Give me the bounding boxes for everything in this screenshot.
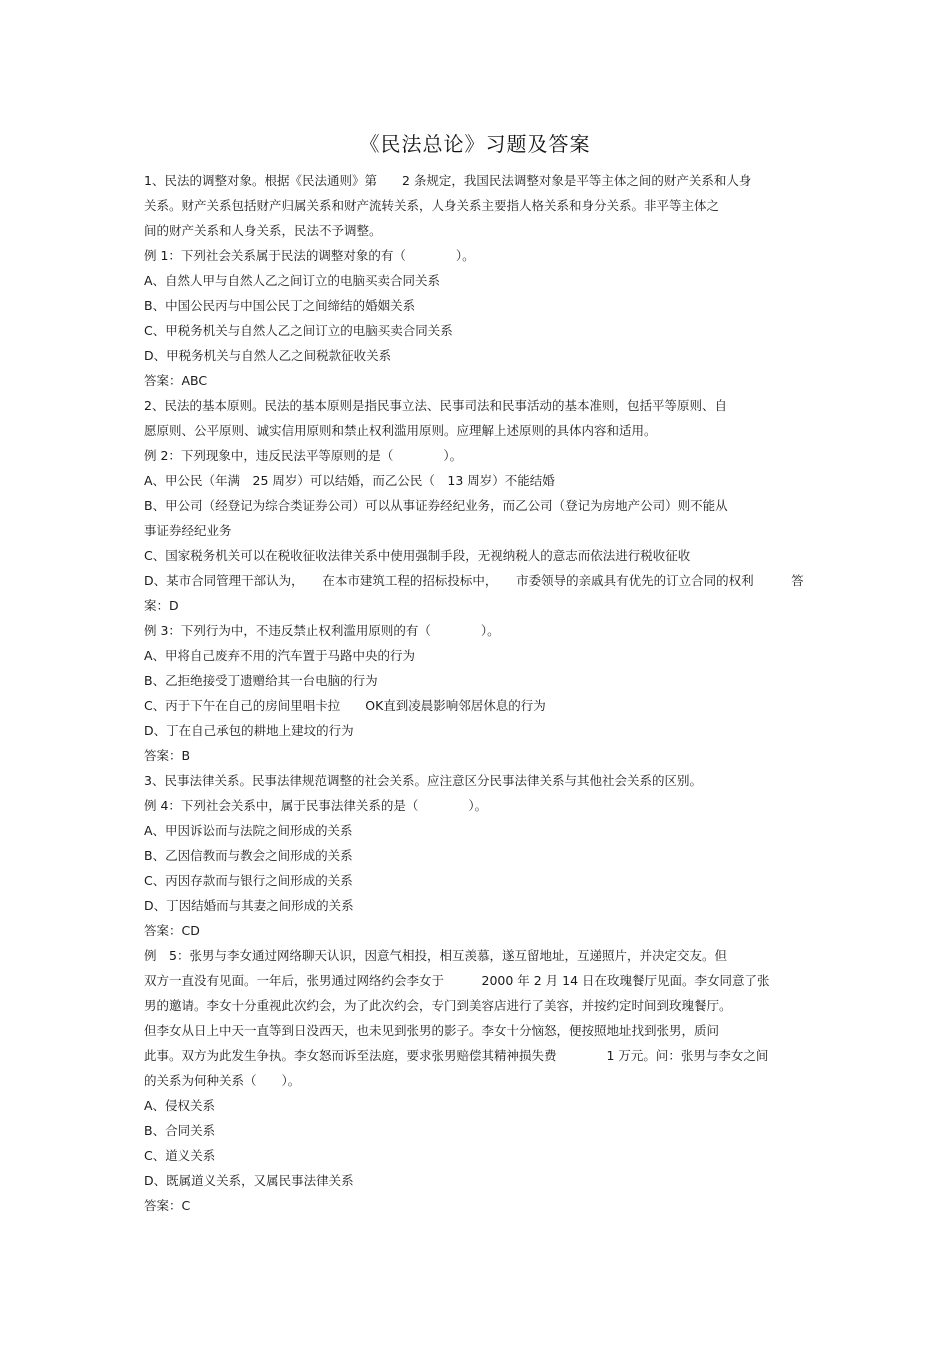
text-line: 答案：C xyxy=(144,1198,191,1213)
text-line: 答案：CD xyxy=(144,923,200,938)
text-line: B、乙拒绝接受丁遗赠给其一台电脑的行为 xyxy=(144,673,378,688)
text-line: A、自然人甲与自然人乙之间订立的电脑买卖合同关系 xyxy=(144,273,441,288)
text-line: 例 1：下列社会关系属于民法的调整对象的有（ ）。 xyxy=(144,248,475,263)
text-line: A、甲将自己废弃不用的汽车置于马路中央的行为 xyxy=(144,648,416,663)
text-line: 答案：B xyxy=(144,748,191,763)
text-line: D、丁在自己承包的耕地上建坟的行为 xyxy=(144,723,354,738)
text-line: 事证券经纪业务 xyxy=(144,523,232,538)
text-line: 此事。双方为此发生争执。李女怒而诉至法庭，要求张男赔偿其精神损失费 1 万元。问：张男与李女之间 xyxy=(144,1048,769,1063)
text-line: 的关系为何种关系（ ）。 xyxy=(144,1073,301,1088)
text-line: B、乙因信教而与教会之间形成的关系 xyxy=(144,848,353,863)
text-line: A、侵权关系 xyxy=(144,1098,216,1113)
text-line: A、甲因诉讼而与法院之间形成的关系 xyxy=(144,823,353,838)
text-line: 但李女从日上中天一直等到日没西天，也未见到张男的影子。李女十分恼怒，便按照地址找到张男，质问 xyxy=(144,1023,720,1038)
text-line: C、丙于下午在自己的房间里唱卡拉 OK直到凌晨影响邻居休息的行为 xyxy=(144,698,546,713)
text-line: 1、民法的调整对象。根据《民法通则》第 2 条规定，我国民法调整对象是平等主体之间的财产关系和人身 xyxy=(144,173,752,188)
text-line: A、甲公民（年满 25 周岁）可以结婚，而乙公民（ 13 周岁）不能结婚 xyxy=(144,473,555,488)
text-line: C、国家税务机关可以在税收征收法律关系中使用强制手段，无视纳税人的意志而依法进行税收征收 xyxy=(144,548,691,563)
text-line: 例 5：张男与李女通过网络聊天认识，因意气相投，相互羡慕，遂互留地址，互递照片，并决定交友。但 xyxy=(144,948,727,963)
text-line: 关系。财产关系包括财产归属关系和财产流转关系，人身关系主要指人格关系和身分关系。非平等主体之 xyxy=(144,198,720,213)
text-line: 案：D xyxy=(144,598,179,613)
text-line: 答案：ABC xyxy=(144,373,208,388)
text-line: C、道义关系 xyxy=(144,1148,216,1163)
text-line: D、某市合同管理干部认为， 在本市建筑工程的招标投标中， 市委领导的亲戚具有优先的订立合同的权利 答 xyxy=(144,573,804,588)
text-line: 男的邀请。李女十分重视此次约会，为了此次约会，专门到美容店进行了美容，并按约定时间到玫瑰餐厅。 xyxy=(144,998,732,1013)
text-line: B、中国公民丙与中国公民丁之间缔结的婚姻关系 xyxy=(144,298,416,313)
text-line: 愿原则、公平原则、诚实信用原则和禁止权利滥用原则。应理解上述原则的具体内容和适用。 xyxy=(144,423,657,438)
document-title: 《民法总论》习题及答案 xyxy=(359,132,591,156)
text-line: C、甲税务机关与自然人乙之间订立的电脑买卖合同关系 xyxy=(144,323,453,338)
text-line: 2、民法的基本原则。民法的基本原则是指民事立法、民事司法和民事活动的基本准则，包括平等原则、自 xyxy=(144,398,727,413)
document-body xyxy=(144,168,816,1218)
text-line: 间的财产关系和人身关系，民法不予调整。 xyxy=(144,223,382,238)
text-line: D、既属道义关系，又属民事法律关系 xyxy=(144,1173,354,1188)
text-line: 例 4：下列社会关系中，属于民事法律关系的是（ ）。 xyxy=(144,798,488,813)
text-line: 3、民事法律关系。民事法律规范调整的社会关系。应注意区分民事法律关系与其他社会关系的区别。 xyxy=(144,773,702,788)
text-line: D、甲税务机关与自然人乙之间税款征收关系 xyxy=(144,348,392,363)
text-line: B、甲公司（经登记为综合类证券公司）可以从事证券经纪业务，而乙公司（登记为房地产公司）则不能从 xyxy=(144,498,728,513)
text-line: B、合同关系 xyxy=(144,1123,216,1138)
text-line: 例 2：下列现象中，违反民法平等原则的是（ ）。 xyxy=(144,448,463,463)
text-line: D、丁因结婚而与其妻之间形成的关系 xyxy=(144,898,354,913)
text-line: 双方一直没有见面。一年后，张男通过网络约会李女于 2000 年 2 月 14 日在玫瑰餐厅见面。李女同意了张 xyxy=(144,973,770,988)
text-line: C、丙因存款而与银行之间形成的关系 xyxy=(144,873,353,888)
text-line: 例 3：下列行为中，不违反禁止权利滥用原则的有（ ）。 xyxy=(144,623,500,638)
